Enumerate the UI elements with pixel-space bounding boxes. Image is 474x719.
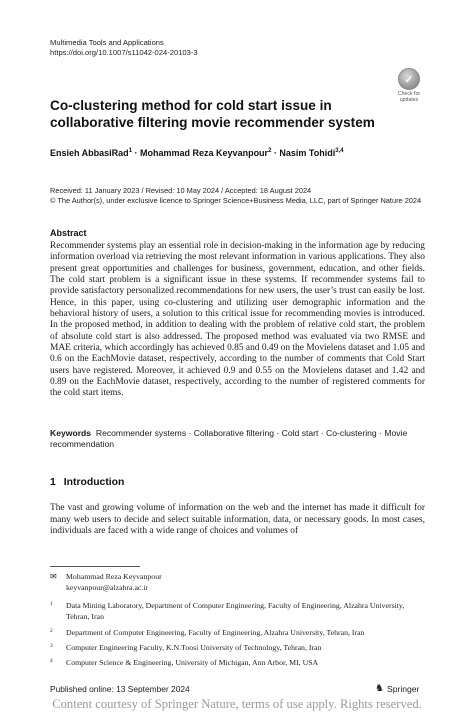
received-revised-accepted: Received: 11 January 2023 / Revised: 10 May 2024 / Accepted: 18 August 2024 xyxy=(50,186,312,195)
section-title: Introduction xyxy=(63,477,125,488)
publisher-logo xyxy=(375,683,419,694)
author-separator: · xyxy=(132,148,141,158)
affiliation-text: Computer Science & Engineering, University of Michigan, Ann Arbor, MI, USA xyxy=(66,658,319,667)
corresponding-author: Mohammad Reza Keyvanpour xyxy=(66,572,162,581)
author-2-affil: 2 xyxy=(268,148,272,154)
paper-title: Co-clustering method for cold start issue in collaborative filtering movie recommender system xyxy=(50,98,375,130)
abstract-heading: Abstract xyxy=(50,228,87,238)
affiliation-text: Department of Computer Engineering, Faculty of Engineering, Alzahra University, Tehran, Iran xyxy=(66,628,365,637)
keywords-list: Recommender systems · Collaborative filtering · Cold start · Co-clustering · Movie recommendation xyxy=(50,428,408,450)
affiliation-3 xyxy=(50,643,425,654)
corresponding-email[interactable]: keyvanpour@alzahra.ac.ir xyxy=(66,582,149,592)
journal-name: Multimedia Tools and Applications xyxy=(50,38,164,47)
correspondence-note xyxy=(50,572,162,593)
author-1-name[interactable]: Ensieh AbbasiRad xyxy=(50,148,129,158)
author-3-affil: 3,4 xyxy=(335,148,344,154)
author-2-name[interactable]: Mohammad Reza Keyvanpour xyxy=(140,148,269,158)
badge-line-1: Check for xyxy=(397,91,421,97)
introduction-text: The vast and growing volume of information on the web and the internet has made it difficult for many web users to decide and select suitable information, data, or necessary goods. In most cases, individuals are faced with a wide range of choices and volumes of xyxy=(50,503,425,537)
check-for-updates-badge[interactable] xyxy=(393,68,425,106)
abstract-text: Recommender systems play an essential role in decision-making in the information age by reducing information overload via retrieving the most relevant information in various applications. They also present great opportunities and challenges for business, government, education, and other fields. The cold start problem is a significant issue in these systems. If recommender systems fail to provide satisfactory personalized recommendations for new users, the user’s trust can easily be lost. Hence, in this paper, using co-clustering and utilizing user demographic information and the behavioral history of users, a solution to this critical issue for recommending movies is introduced. In the proposed method, in addition to dealing with the problem of relative cold start, the problem of absolute cold start is also addressed. The proposed method was evaluated via two RMSE and MAE criteria, which accordingly has achieved 0.85 and 0.49 on the Movielens dataset and 1.05 and 0.6 on the EachMovie dataset, respectively, according to the number of comments that Cold Start users have registered. Moreover, it achieved 0.9 and 0.55 on the Movielens dataset and 1.42 and 0.89 on the EachMovie dataset, respectively, according to the number of registered comments for the cold start items. xyxy=(50,241,425,399)
affiliation-number: 2 xyxy=(50,628,53,634)
affiliation-number: 3 xyxy=(50,643,53,649)
affiliation-number: 1 xyxy=(50,601,53,607)
author-1-affil: 1 xyxy=(128,148,133,154)
affiliation-4 xyxy=(50,658,425,669)
section-heading-introduction xyxy=(50,477,124,488)
copyright-line: © The Author(s), under exclusive licence to Springer Science+Business Media, LLC, part of Springer Nature 2024 xyxy=(50,196,422,205)
badge-line-2: updates xyxy=(399,97,419,103)
envelope-icon: ✉ xyxy=(50,572,57,581)
affiliation-text: Computer Engineering Faculty, K.N.Toosi University of Technology, Tehran, Iran xyxy=(66,643,322,652)
publication-history xyxy=(50,186,421,206)
author-3-name[interactable]: Nasim Tohidi xyxy=(279,148,336,158)
affiliation-number: 4 xyxy=(50,658,53,664)
affiliation-2 xyxy=(50,628,425,639)
author-separator: · xyxy=(271,148,280,158)
keywords-label: Keywords xyxy=(50,428,92,438)
springer-horse-icon: ♞ xyxy=(375,683,384,694)
published-online: Published online: 13 September 2024 xyxy=(50,684,190,694)
keywords-section xyxy=(50,428,425,451)
doi-link[interactable]: https://doi.org/10.1007/s11042-024-20103-3 xyxy=(50,48,198,57)
courtesy-watermark: Content courtesy of Springer Nature, terms of use apply. Rights reserved. xyxy=(52,697,422,711)
publisher-name: Springer xyxy=(386,683,420,694)
check-updates-icon: ✓ xyxy=(398,68,420,90)
section-number: 1 xyxy=(50,477,56,488)
author-list xyxy=(50,148,344,158)
affiliation-1 xyxy=(50,601,425,622)
journal-header xyxy=(50,38,198,58)
footnote-divider xyxy=(50,566,140,567)
affiliation-text: Data Mining Laboratory, Department of Computer Engineering, Faculty of Engineering, Alzahra University, Tehran, Iran xyxy=(66,601,405,621)
